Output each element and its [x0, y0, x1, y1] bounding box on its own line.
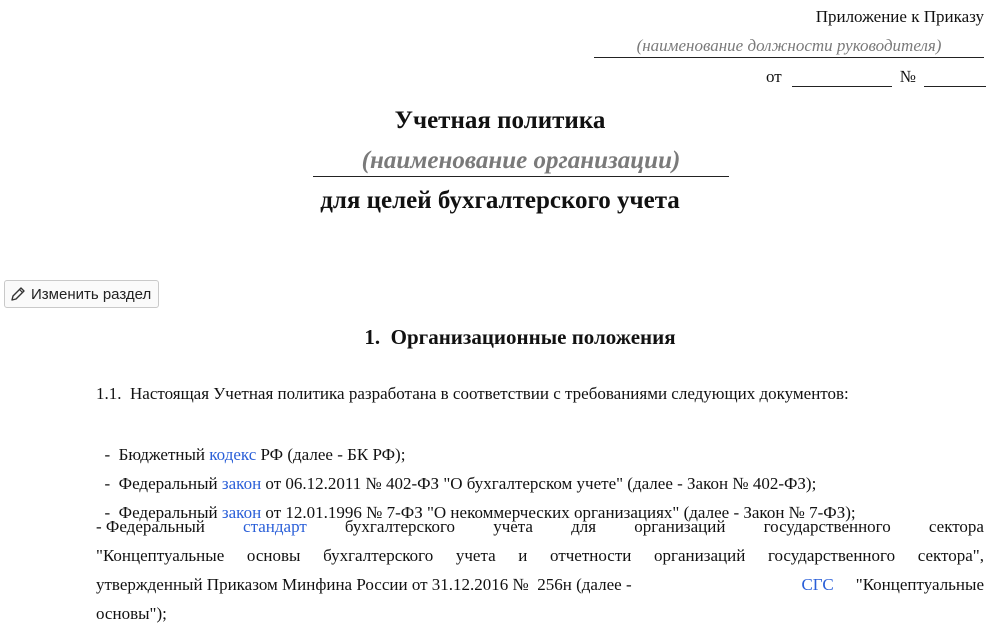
edit-section-label: Изменить раздел: [31, 285, 152, 303]
list-item-text: для: [571, 517, 597, 536]
list-item-text: государственного: [763, 517, 891, 536]
list-item-text: утвержденный Приказом Минфина России от 31.12.2016 № 256н (далее -: [96, 575, 632, 594]
number-label: №: [899, 67, 916, 86]
standard-line-4: основы");: [96, 604, 167, 623]
section-intro: 1.1. Настоящая Учетная политика разработана в соответствии с требованиями следующих документов:: [96, 384, 849, 403]
codex-link[interactable]: кодекс: [209, 445, 257, 464]
list-item-text: от 12.01.1996 № 7-ФЗ "О некоммерческих организациях" (далее - Закон № 7-ФЗ);: [261, 503, 856, 522]
number-blank: [924, 70, 986, 87]
law-402-link[interactable]: закон: [221, 474, 262, 493]
edit-section-button[interactable]: [4, 280, 159, 308]
list-item-text: РФ (далее - БК РФ);: [256, 445, 406, 464]
list-item-text: - Бюджетный: [104, 445, 210, 464]
list-item-text: организаций: [634, 517, 726, 536]
list-item-text: учета: [493, 517, 533, 536]
from-label: от: [766, 67, 782, 86]
law-7-link[interactable]: закон: [221, 503, 262, 522]
position-placeholder: (наименование должности руководителя): [594, 36, 984, 58]
list-item-text: - Федеральный: [104, 503, 222, 522]
date-blank: [792, 70, 892, 87]
appendix-label: Приложение к Приказу: [815, 7, 984, 26]
list-item-text: "Концептуальные: [855, 575, 984, 594]
standard-link[interactable]: стандарт: [243, 517, 307, 536]
list-item-text: - Федеральный: [104, 474, 222, 493]
list-item-text: [801, 570, 984, 599]
document-title: Учетная политика: [394, 107, 606, 134]
list-item-text: от 06.12.2011 № 402-ФЗ "О бухгалтерском учете" (далее - Закон № 402-ФЗ);: [261, 474, 817, 493]
sgs-link[interactable]: СГС: [801, 575, 834, 594]
document-subtitle: для целей бухгалтерского учета: [320, 187, 680, 214]
organization-placeholder: (наименование организации): [313, 146, 729, 177]
list-item-text: бухгалтерского: [344, 517, 456, 536]
pencil-icon: [10, 286, 26, 302]
list-item-text: сектора: [928, 517, 984, 536]
standard-line-2: "Концептуальные основы бухгалтерского учета и отчетности организаций государственного сектора",: [96, 546, 984, 565]
standard-line-1: [96, 512, 984, 541]
section-heading: 1. Организационные положения: [364, 325, 676, 349]
standard-line-3: [96, 570, 984, 599]
list-item-text: - Федеральный: [96, 517, 205, 536]
standard-list-item: [96, 512, 984, 628]
order-date-number: [766, 67, 986, 87]
